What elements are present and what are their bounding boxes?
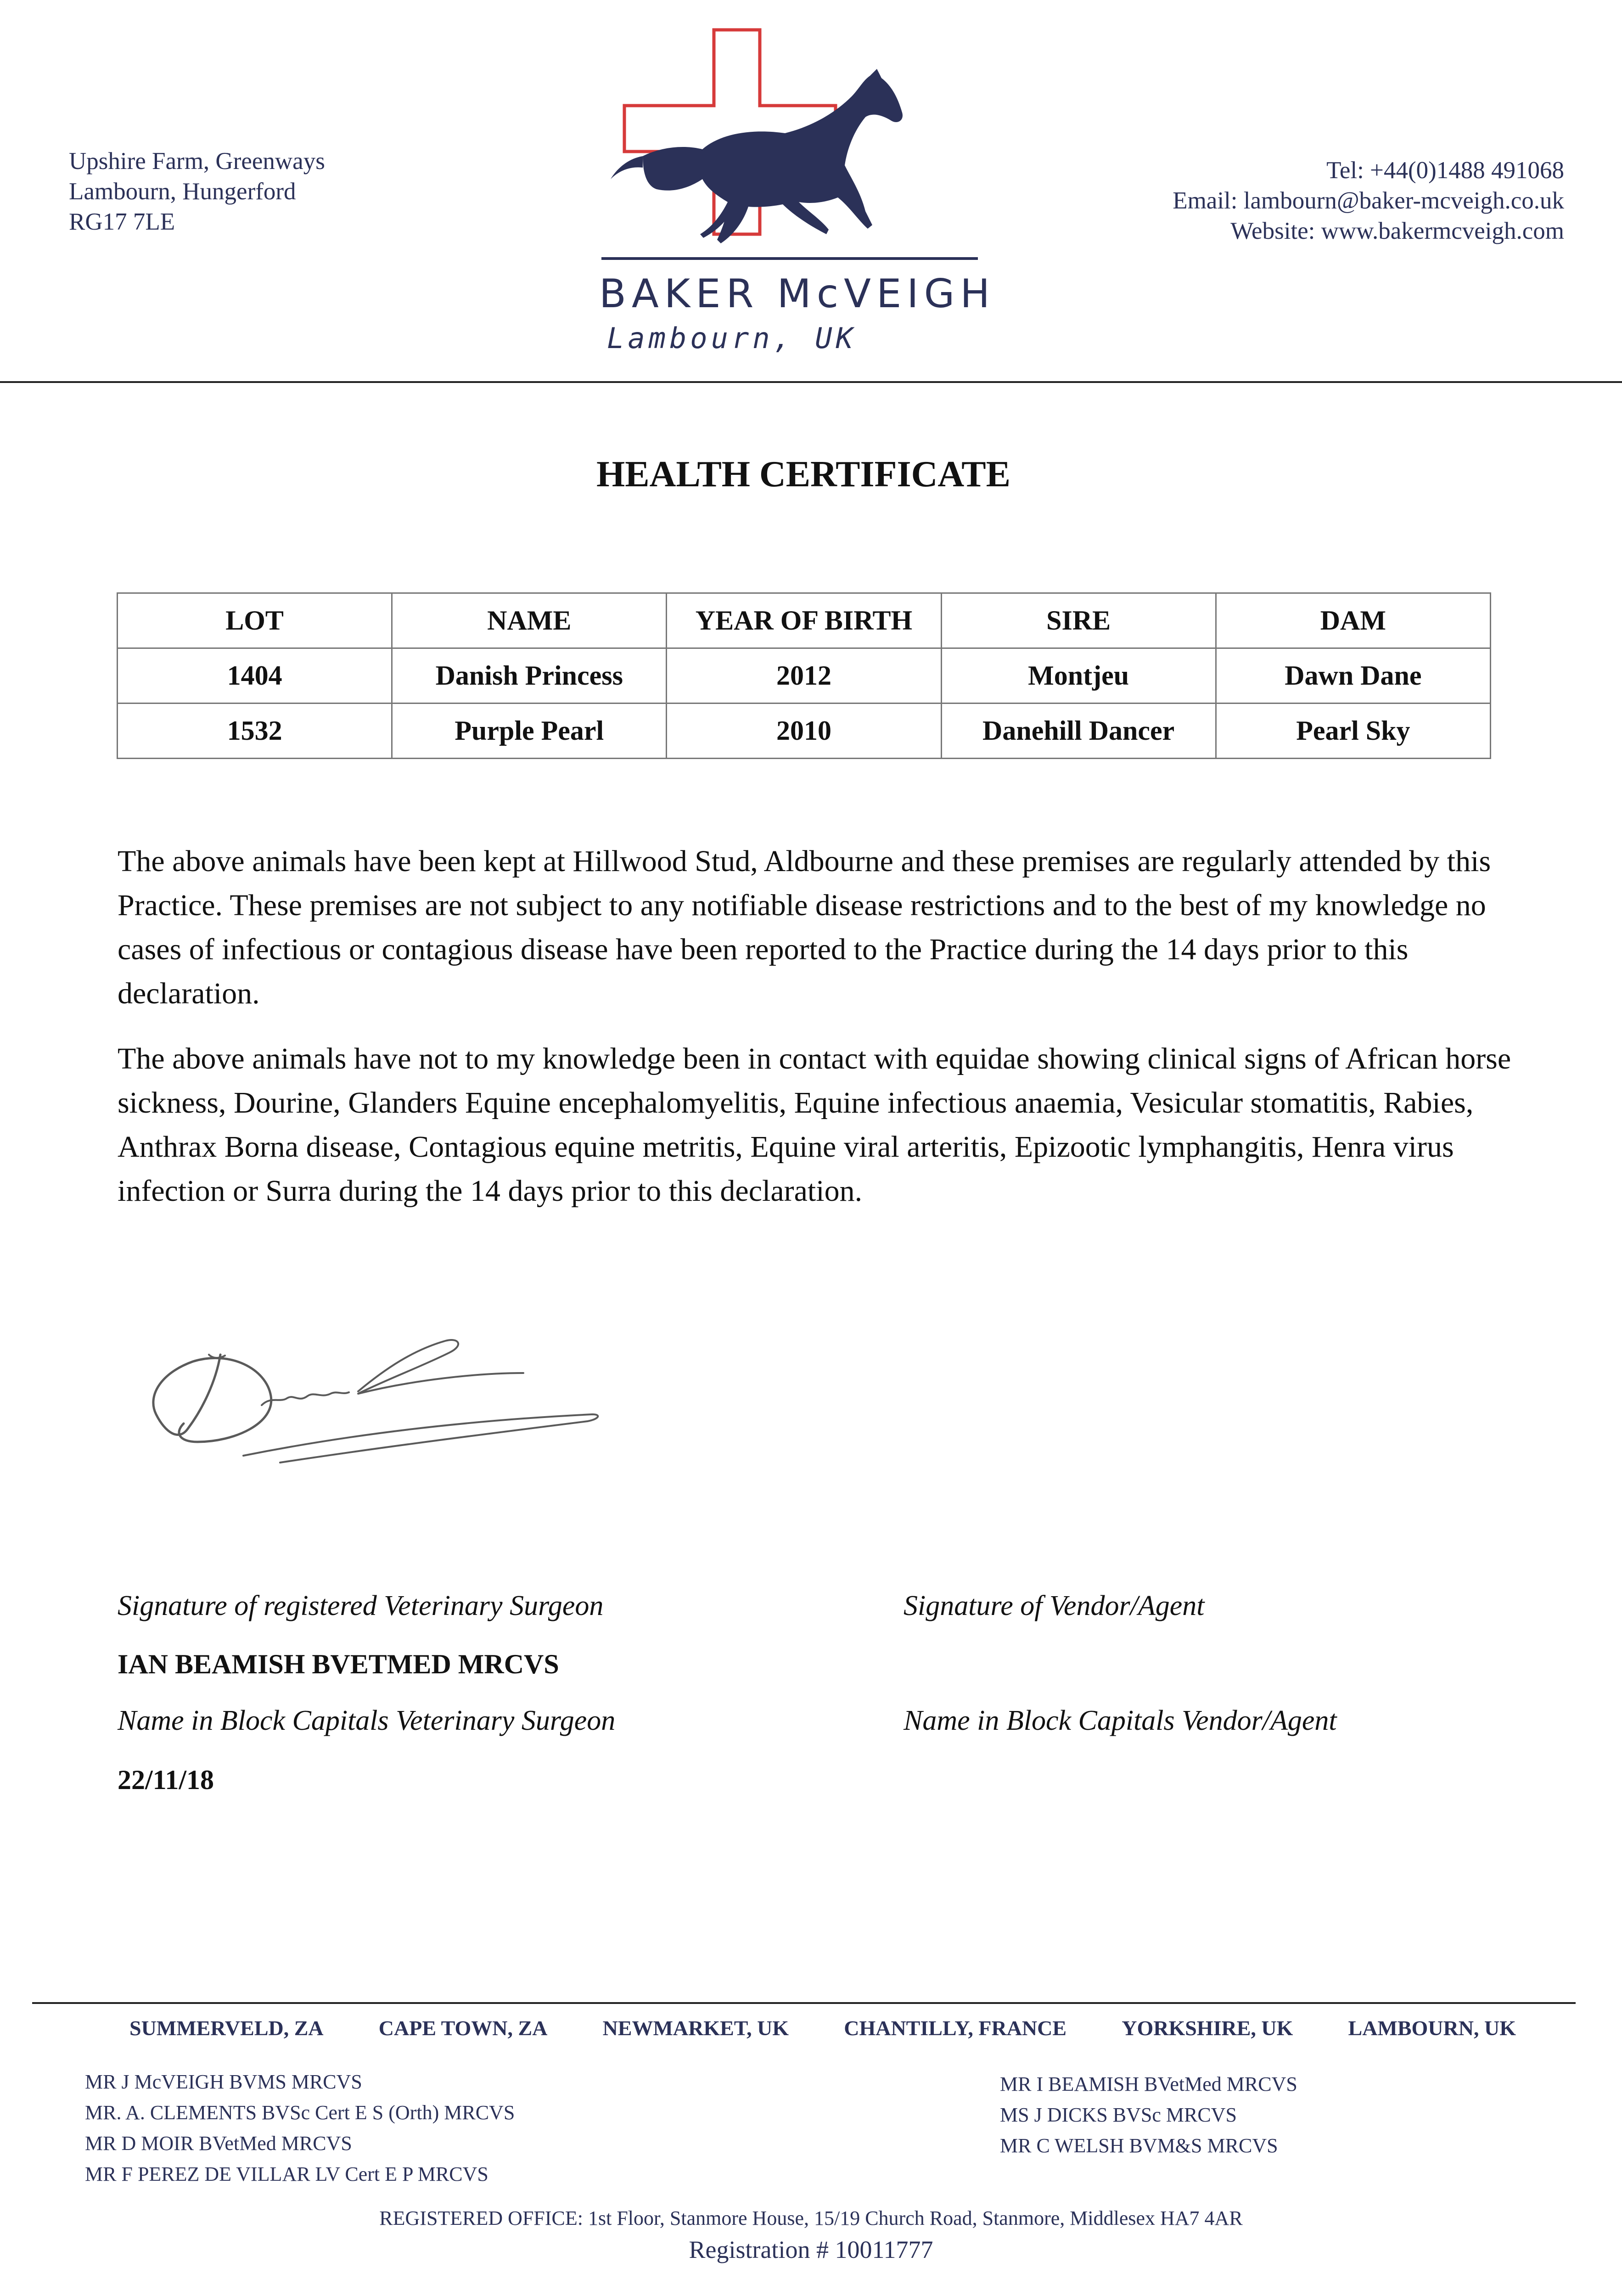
- table-row: [118, 703, 1491, 759]
- registered-office: REGISTERED OFFICE: 1st Floor, Stanmore House, 15/19 Church Road, Stanmore, Middlesex HA7 4AR: [379, 2207, 1243, 2229]
- column-header-name: NAME: [392, 593, 667, 648]
- practice-contact: [1059, 155, 1564, 246]
- practice-address: [69, 146, 436, 237]
- office-locations: [129, 2016, 1516, 2040]
- staff-member: MS J DICKS BVSc MRCVS: [1000, 2104, 1237, 2126]
- table-row: [118, 648, 1491, 703]
- cell-sire: Montjeu: [941, 648, 1216, 703]
- staff-list-right: [1000, 2069, 1597, 2161]
- brand-name: BAKER McVEIGH: [599, 271, 995, 317]
- cell-sire: Danehill Dancer: [941, 703, 1216, 759]
- address-line: Upshire Farm, Greenways: [69, 148, 325, 174]
- vendor-name-label: Name in Block Capitals Vendor/Agent: [904, 1705, 1337, 1736]
- cell-dam: Dawn Dane: [1216, 648, 1490, 703]
- staff-member: MR I BEAMISH BVetMed MRCVS: [1000, 2073, 1297, 2095]
- registration-number: Registration # 10011777: [689, 2236, 933, 2263]
- address-line: Lambourn, Hungerford: [69, 178, 296, 205]
- location-item: SUMMERVELD, ZA: [129, 2016, 324, 2040]
- logo-underline: [601, 257, 978, 260]
- staff-member: MR J McVEIGH BVMS MRCVS: [85, 2071, 362, 2093]
- disease-contact-declaration-paragraph: The above animals have not to my knowledge been in contact with equidae showing clinical signs of African horse sickness, Dourine, Glanders Equine encephalomyelitis, Equine infectious anaemia, Vesicular stomatitis, Rabies, Anthrax Borna disease, Contagious equine metritis, Equine viral arteritis, Epizootic lymphangitis, Henra virus infection or Surra during the 14 days prior to this declaration.: [118, 1042, 1511, 1208]
- location-item: NEWMARKET, UK: [602, 2016, 789, 2040]
- column-header-sire: SIRE: [941, 593, 1216, 648]
- cell-name: Danish Princess: [392, 648, 667, 703]
- header-divider: [0, 381, 1622, 383]
- contact-email[interactable]: Email: lambourn@baker-mcveigh.co.uk: [1173, 187, 1564, 214]
- column-header-lot: LOT: [118, 593, 392, 648]
- contact-tel: Tel: +44(0)1488 491068: [1326, 157, 1564, 184]
- footer-divider: [32, 2002, 1576, 2004]
- staff-list-left: [85, 2066, 819, 2189]
- column-header-dam: DAM: [1216, 593, 1490, 648]
- vet-name: IAN BEAMISH BVETMED MRCVS: [118, 1649, 559, 1679]
- table-header-row: [118, 593, 1491, 648]
- cell-dam: Pearl Sky: [1216, 703, 1490, 759]
- contact-website[interactable]: Website: www.bakermcveigh.com: [1230, 218, 1564, 244]
- location-item: LAMBOURN, UK: [1348, 2016, 1516, 2040]
- document-title: HEALTH CERTIFICATE: [596, 454, 1010, 495]
- vet-signature-label: Signature of registered Veterinary Surgeon: [118, 1590, 604, 1621]
- horse-lots-table: [117, 592, 1491, 759]
- premises-declaration-paragraph: The above animals have been kept at Hillwood Stud, Aldbourne and these premises are regularly attended by this Practice. These premises are not subject to any notifiable disease restrictions and to the best of my knowledge no cases of infectious or contagious disease have been reported to the Practice during the 14 days prior to this declaration.: [118, 844, 1491, 1010]
- certificate-date: 22/11/18: [118, 1765, 214, 1795]
- location-item: YORKSHIRE, UK: [1122, 2016, 1293, 2040]
- vet-signature-icon: [129, 1304, 657, 1497]
- horse-icon: [611, 69, 903, 243]
- location-item: CAPE TOWN, ZA: [378, 2016, 548, 2040]
- staff-member: MR C WELSH BVM&S MRCVS: [1000, 2134, 1278, 2157]
- vet-name-label: Name in Block Capitals Veterinary Surgeon: [118, 1705, 616, 1736]
- cell-year-of-birth: 2012: [667, 648, 941, 703]
- cell-name: Purple Pearl: [392, 703, 667, 759]
- staff-member: MR. A. CLEMENTS BVSc Cert E S (Orth) MRCVS: [85, 2101, 515, 2124]
- brand-location: Lambourn, UK: [607, 321, 857, 355]
- cell-year-of-birth: 2010: [667, 703, 941, 759]
- location-item: CHANTILLY, FRANCE: [844, 2016, 1067, 2040]
- staff-member: MR F PEREZ DE VILLAR LV Cert E P MRCVS: [85, 2163, 488, 2185]
- vendor-signature-label: Signature of Vendor/Agent: [904, 1590, 1205, 1621]
- cell-lot: 1532: [118, 703, 392, 759]
- column-header-year-of-birth: YEAR OF BIRTH: [667, 593, 941, 648]
- address-line: RG17 7LE: [69, 208, 175, 235]
- staff-member: MR D MOIR BVetMed MRCVS: [85, 2132, 352, 2155]
- cell-lot: 1404: [118, 648, 392, 703]
